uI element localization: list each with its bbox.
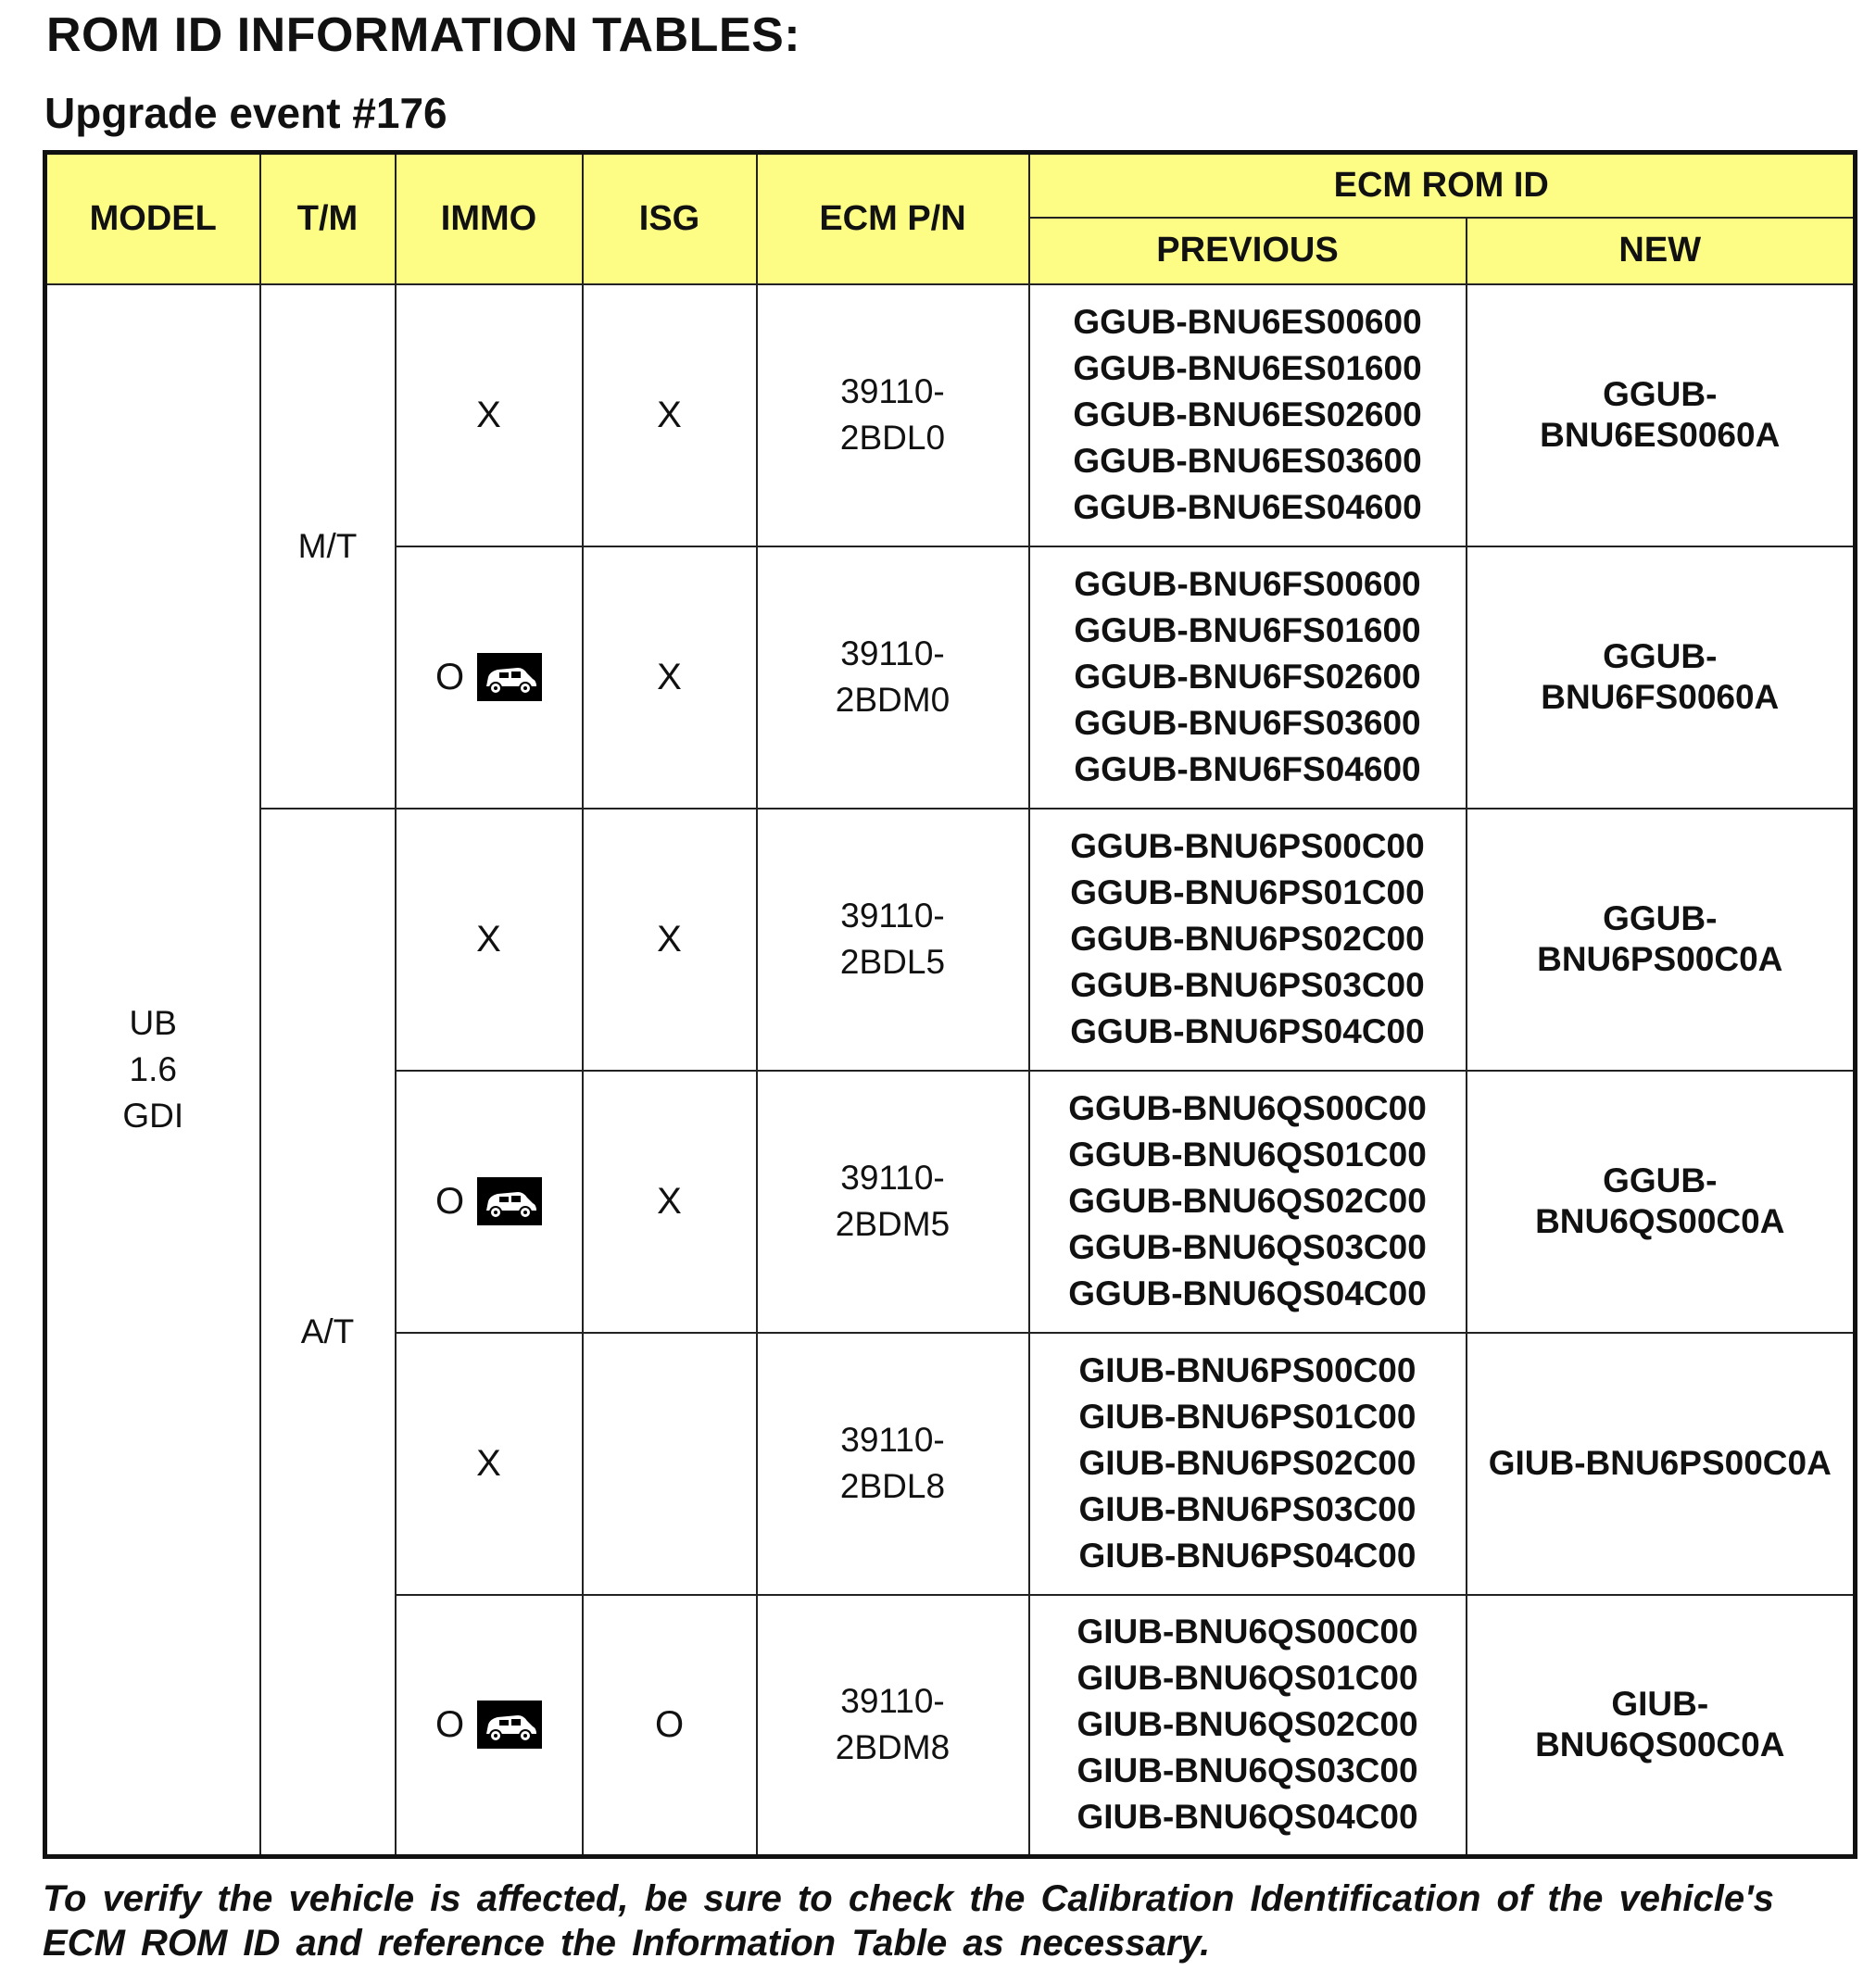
page-subtitle: Upgrade event #176: [44, 89, 447, 137]
model-cell: [45, 284, 260, 1857]
ecm-pn-line: 2BDL5: [839, 943, 946, 981]
header-previous: PREVIOUS: [1029, 218, 1467, 284]
model-line: UB: [129, 1003, 177, 1042]
new-rom-id-line: GGUB-: [1603, 375, 1718, 413]
immo-value-group: [435, 1701, 542, 1749]
new-rom-id-cell: [1467, 1071, 1856, 1333]
isg-cell: [583, 809, 757, 1071]
immo-mark: X: [476, 918, 501, 960]
header-ecm-pn: ECM P/N: [757, 153, 1029, 284]
previous-rom-id: GIUB-BNU6QS01C00: [1076, 1659, 1418, 1698]
previous-rom-id: GGUB-BNU6FS02600: [1074, 658, 1421, 696]
isg-cell: [583, 1333, 757, 1595]
ecm-pn-line: 2BDM5: [835, 1205, 951, 1243]
previous-rom-id: GGUB-BNU6FS04600: [1074, 750, 1421, 788]
immo-value-group: [476, 1443, 501, 1485]
tm-cell-at: [260, 809, 396, 1857]
isg-cell: [583, 1595, 757, 1857]
isg-cell: [583, 284, 757, 546]
previous-rom-id: GGUB-BNU6PS02C00: [1070, 920, 1425, 958]
new-rom-id-cell: [1467, 1333, 1856, 1595]
previous-rom-id: GGUB-BNU6ES01600: [1073, 349, 1422, 387]
new-rom-id-line: GIUB-: [1611, 1685, 1709, 1724]
ecm-pn-line: 39110-: [840, 634, 945, 672]
footnote: To verify the vehicle is affected, be sure to check the Calibration Identification of the vehicle's ECM ROM ID and reference the Information Table as necessary.: [43, 1878, 1774, 1964]
new-rom-id-cell: [1467, 284, 1856, 546]
ecm-pn-line: 2BDM0: [835, 681, 951, 719]
previous-rom-id: GGUB-BNU6ES02600: [1073, 395, 1422, 433]
immo-value-group: [476, 395, 501, 436]
immo-cell: [396, 284, 583, 546]
previous-rom-id: GGUB-BNU6PS01C00: [1070, 873, 1425, 911]
previous-rom-id: GIUB-BNU6QS04C00: [1076, 1798, 1418, 1837]
new-rom-id-line: BNU6PS00C0A: [1537, 940, 1783, 978]
ecm-pn-line: 2BDL0: [839, 419, 946, 457]
page-title: ROM ID INFORMATION TABLES:: [46, 8, 801, 62]
isg-cell: [583, 1071, 757, 1333]
ecm-pn-cell: [757, 809, 1029, 1071]
ecm-pn-line: 2BDM8: [835, 1728, 951, 1767]
header-new: NEW: [1467, 218, 1856, 284]
car-key-icon: [477, 1177, 542, 1225]
ecm-pn-line: 39110-: [840, 897, 945, 935]
ecm-pn-cell: [757, 284, 1029, 546]
previous-rom-id-cell: [1029, 284, 1467, 546]
previous-rom-id: GGUB-BNU6FS01600: [1074, 611, 1421, 649]
previous-rom-id-cell: [1029, 1333, 1467, 1595]
rom-id-table: [43, 150, 1857, 1859]
previous-rom-id: GIUB-BNU6QS02C00: [1076, 1705, 1418, 1744]
immo-cell: [396, 1333, 583, 1595]
header-tm: T/M: [260, 153, 396, 284]
isg-mark: X: [657, 656, 682, 697]
previous-rom-id-cell: [1029, 1595, 1467, 1857]
previous-rom-id: GGUB-BNU6QS01C00: [1068, 1136, 1427, 1173]
new-rom-id-line: BNU6QS00C0A: [1535, 1726, 1785, 1764]
car-key-icon: [477, 1701, 542, 1749]
previous-rom-id: GGUB-BNU6QS04C00: [1068, 1274, 1427, 1312]
new-rom-id-cell: [1467, 809, 1856, 1071]
previous-rom-id: GGUB-BNU6ES04600: [1073, 488, 1422, 526]
immo-mark: O: [434, 656, 465, 697]
header-model: MODEL: [45, 153, 260, 284]
new-rom-id-line: BNU6QS00C0A: [1535, 1202, 1785, 1240]
previous-rom-id: GGUB-BNU6QS00C00: [1068, 1089, 1427, 1127]
previous-rom-id: GGUB-BNU6QS02C00: [1068, 1182, 1427, 1220]
immo-value-group: [435, 653, 542, 701]
ecm-pn-line: 39110-: [840, 1682, 945, 1721]
previous-rom-id: GIUB-BNU6PS02C00: [1078, 1444, 1416, 1482]
previous-rom-id: GIUB-BNU6PS03C00: [1078, 1490, 1416, 1528]
new-rom-id-line: GGUB-: [1603, 1161, 1718, 1199]
previous-rom-id: GGUB-BNU6PS03C00: [1070, 966, 1425, 1004]
tm-label: A/T: [300, 1312, 355, 1350]
immo-mark: X: [476, 394, 501, 435]
new-rom-id-cell: [1467, 546, 1856, 809]
new-rom-id-line: GIUB-BNU6PS00C0A: [1488, 1444, 1832, 1482]
immo-mark: O: [434, 1703, 465, 1745]
immo-value-group: [435, 1177, 542, 1225]
ecm-pn-line: 2BDL8: [839, 1467, 946, 1505]
immo-cell: [396, 546, 583, 809]
immo-mark: O: [434, 1180, 465, 1222]
previous-rom-id-cell: [1029, 809, 1467, 1071]
previous-rom-id: GGUB-BNU6PS04C00: [1070, 1012, 1425, 1050]
previous-rom-id-cell: [1029, 546, 1467, 809]
isg-mark: O: [654, 1703, 685, 1745]
ecm-pn-cell: [757, 546, 1029, 809]
immo-cell: [396, 1595, 583, 1857]
immo-cell: [396, 809, 583, 1071]
previous-rom-id: GGUB-BNU6FS03600: [1074, 704, 1421, 742]
ecm-pn-line: 39110-: [840, 372, 945, 410]
model-line: 1.6: [129, 1049, 177, 1088]
immo-mark: X: [476, 1442, 501, 1484]
ecm-pn-cell: [757, 1071, 1029, 1333]
immo-cell: [396, 1071, 583, 1333]
ecm-pn-cell: [757, 1595, 1029, 1857]
ecm-pn-line: 39110-: [840, 1159, 945, 1197]
new-rom-id-line: GGUB-: [1603, 899, 1718, 937]
previous-rom-id: GIUB-BNU6PS00C00: [1078, 1351, 1416, 1389]
table-row: [45, 284, 1856, 546]
tm-label: M/T: [297, 526, 358, 565]
previous-rom-id: GIUB-BNU6PS04C00: [1078, 1537, 1416, 1575]
header-immo: IMMO: [396, 153, 583, 284]
isg-mark: X: [657, 1180, 682, 1222]
tm-cell-mt: [260, 284, 396, 809]
car-key-icon: [477, 653, 542, 701]
previous-rom-id: GIUB-BNU6PS01C00: [1078, 1398, 1416, 1436]
isg-mark: X: [657, 394, 682, 435]
ecm-pn-cell: [757, 1333, 1029, 1595]
immo-value-group: [476, 919, 501, 960]
previous-rom-id: GGUB-BNU6FS00600: [1074, 565, 1421, 603]
previous-rom-id: GGUB-BNU6ES03600: [1073, 442, 1422, 480]
previous-rom-id: GIUB-BNU6QS00C00: [1076, 1613, 1418, 1651]
model-line: GDI: [122, 1096, 184, 1135]
table-row: [45, 809, 1856, 1071]
new-rom-id-cell: [1467, 1595, 1856, 1857]
previous-rom-id: GGUB-BNU6ES00600: [1073, 303, 1422, 341]
previous-rom-id-cell: [1029, 1071, 1467, 1333]
table-body: [45, 284, 1856, 1857]
header-isg: ISG: [583, 153, 757, 284]
ecm-pn-line: 39110-: [840, 1421, 945, 1459]
isg-mark: X: [657, 918, 682, 960]
previous-rom-id: GIUB-BNU6QS03C00: [1076, 1751, 1418, 1790]
header-ecm-rom-id: ECM ROM ID: [1029, 153, 1856, 218]
isg-cell: [583, 546, 757, 809]
new-rom-id-line: BNU6FS0060A: [1541, 678, 1780, 716]
new-rom-id-line: BNU6ES0060A: [1540, 416, 1781, 454]
previous-rom-id: GGUB-BNU6QS03C00: [1068, 1228, 1427, 1266]
previous-rom-id: GGUB-BNU6PS00C00: [1070, 827, 1425, 865]
new-rom-id-line: GGUB-: [1603, 637, 1718, 675]
